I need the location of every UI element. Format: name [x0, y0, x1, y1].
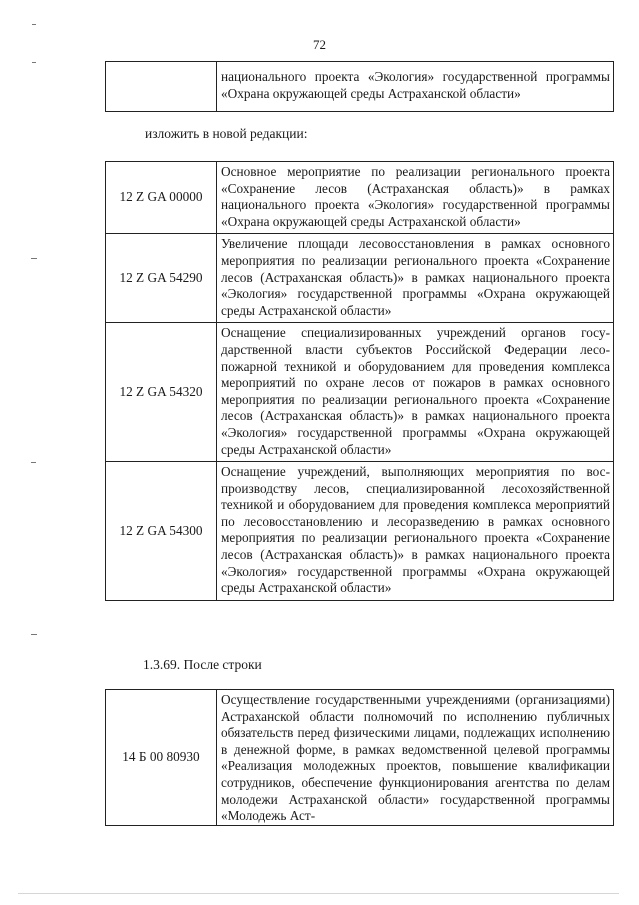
- scan-margin-mark: [32, 62, 36, 63]
- description-cell: Основное мероприятие по реализации регионального проекта «Сохранение лесов (Астраханская область)» в рамках национального проекта «Экология» государственной программы «Охрана окружающей среды Астраханской области»: [217, 162, 614, 234]
- page-number: 72: [313, 37, 326, 52]
- scan-bottom-edge: [18, 893, 619, 894]
- code-cell: 14 Б 00 80930: [106, 690, 217, 826]
- table-row: [106, 162, 614, 234]
- scan-margin-mark: [31, 634, 37, 635]
- table-row: [106, 62, 614, 112]
- description-cell: Оснащение специализированных учреждений органов государственной власти субъектов Российской Федерации лесопожарной техникой и оборудованием для проведения комплекса мероприятий по охране лесов от пожаров в рамках основного мероприятия по реализации регионального проекта «Сохранение лесов (Астраханская область)» в рамках национального проекта «Экология» государственной программы «Охрана окружающей среды Астраханской области»: [217, 323, 614, 462]
- description-cell: Оснащение учреждений, выполняющих мероприятия по воспроизводству лесов, специализированной лесохозяйственной техникой и оборудованием для проведения комплекса мероприятий по лесовосстановлению и лесоразведению в рамках основного мероприятия по реализации регионального проекта «Сохранение лесов (Астраханская область)» в рамках национального проекта «Экология» государственной программы «Охрана окружающей среды Астраханской области»: [217, 462, 614, 601]
- code-cell: 12 Z GA 00000: [106, 162, 217, 234]
- amendment-paragraph: 1.3.69. После строки: [143, 657, 262, 672]
- scan-margin-mark: [32, 24, 36, 25]
- code-cell: 12 Z GA 54300: [106, 462, 217, 601]
- description-cell: национального проекта «Экология» государственной программы «Охрана окружающей среды Астраханской области»: [217, 62, 614, 112]
- code-cell: [106, 62, 217, 112]
- description-cell: Осуществление государственными учреждениями (организациями) Астраханской области полномочий по исполнению публичных обязательств перед физическими лицами, подлежащих исполнению в денежной форме, в рамках ведомственной целевой программы «Реализация молодежных проектов, повышение квалификации сотрудников, обеспечение функционирования агентства по делам молодежи Астраханской области» государственной программы «Молодежь Аст-: [217, 690, 614, 826]
- scan-margin-mark: [31, 258, 37, 259]
- budget-code-table-new-edition: [105, 161, 614, 601]
- table-row: [106, 234, 614, 323]
- code-cell: 12 Z GA 54320: [106, 323, 217, 462]
- budget-code-table-after-row: [105, 689, 614, 826]
- description-cell: Увеличение площади лесовосстановления в рамках основного мероприятия по реализации регионального проекта «Сохранение лесов (Астраханская область)» в рамках национального проекта «Экология» государственной программы «Охрана окружающей среды Астраханской области»: [217, 234, 614, 323]
- table-row: [106, 690, 614, 826]
- scan-margin-mark: [31, 462, 36, 463]
- intro-paragraph: изложить в новой редакции:: [145, 126, 308, 141]
- table-row: [106, 323, 614, 462]
- budget-code-table-continuation: [105, 61, 614, 112]
- code-cell: 12 Z GA 54290: [106, 234, 217, 323]
- table-row: [106, 462, 614, 601]
